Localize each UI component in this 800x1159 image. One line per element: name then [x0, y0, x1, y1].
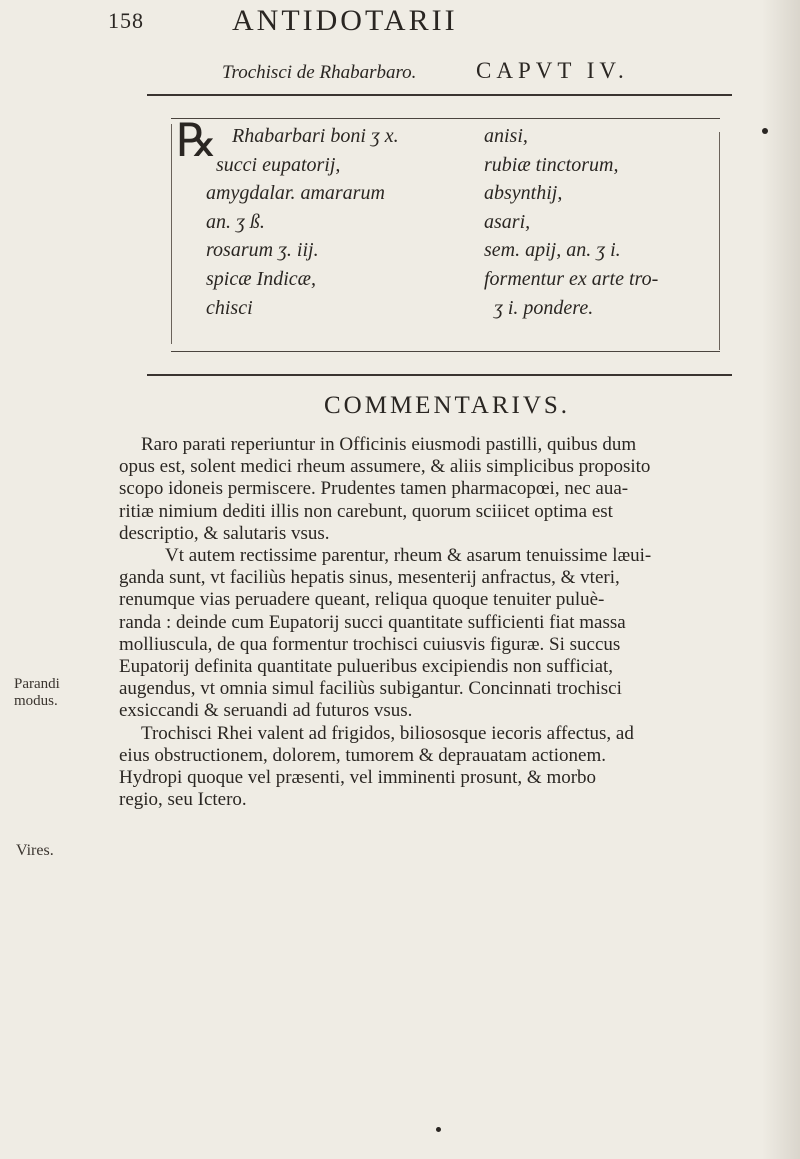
text-line: renumque vias peruadere queant, reliqua quoque tenuiter puluè- — [119, 589, 605, 611]
frame-rule-bottom — [171, 351, 720, 352]
ingredient-line: rubiæ tinctorum, — [484, 153, 619, 176]
text-line: scopo idoneis permiscere. Prudentes tamen pharmacopœi, nec aua- — [119, 478, 629, 500]
frame-rule-right — [719, 132, 720, 350]
page-edge-shadow — [762, 0, 800, 1159]
text-line: Hydropi quoque vel præsenti, vel imminenti prosunt, & morbo — [119, 767, 597, 789]
text-line: eius obstructionem, dolorem, tumorem & deprauatam actionem. — [119, 744, 607, 766]
ingredient-line: spicæ Indicæ, — [206, 267, 316, 290]
text-line: Vt autem rectissime parentur, rheum & asarum tenuissime læui- — [165, 545, 652, 567]
text-line: Raro parati reperiuntur in Officinis eiusmodi pastilli, quibus dum — [141, 434, 637, 455]
ingredient-line: sem. apij, an. ʒ i. — [484, 239, 621, 262]
ingredient-line: amygdalar. amararum — [206, 182, 385, 205]
frame-rule-left — [171, 124, 172, 344]
ingredient-line: asari, — [484, 210, 531, 233]
recipe-symbol: ℞ — [176, 115, 218, 166]
recipe-ingredients-right — [484, 122, 658, 322]
ink-speck — [762, 128, 768, 134]
recipe-ingredients-left — [206, 122, 399, 322]
chapter-number: CAPVT IV. — [476, 58, 629, 83]
ingredient-line: Rhabarbari boni ʒ x. — [232, 125, 399, 147]
text-line: augendus, vt omnia simul faciliùs subigantur. Concinnati trochisci — [119, 678, 622, 700]
text-line: descriptio, & salutaris vsus. — [119, 522, 330, 544]
text-line: molliuscula, de qua formentur trochisci cuiusvis figuræ. Si succus — [119, 633, 621, 655]
text-line: Trochisci Rhei valent ad frigidos, biliososque iecoris affectus, ad — [141, 722, 634, 744]
text-line: exsiccandi & seruandi ad futuros vsus. — [119, 700, 413, 722]
text-line: randa : deinde cum Eupatorij succi quantitate sufficienti fiat massa — [119, 611, 626, 633]
text-line: ritiæ nimium dediti illis non carebunt, quorum sciiicet optima est — [119, 500, 613, 522]
text-line: opus est, solent medici rheum assumere, & aliis simplicibus proposito — [119, 456, 651, 478]
ingredient-line: ʒ i. pondere. — [494, 296, 594, 319]
chapter-subtitle: Trochisci de Rhabarbaro. — [222, 62, 417, 83]
commentary-heading: COMMENTARIVS. — [324, 392, 571, 419]
text-line: Eupatorij definita quantitate pulueribus excipiendis non sufficiat, — [119, 656, 614, 678]
ingredient-line: succi eupatorij, — [216, 153, 341, 176]
ingredient-line: anisi, — [484, 125, 528, 147]
ingredient-line: formentur ex arte tro- — [484, 267, 659, 290]
ingredient-line: an. ʒ ß. — [206, 210, 265, 233]
commentary-body — [119, 434, 759, 811]
ingredient-line: rosarum ʒ. iij. — [206, 239, 319, 262]
margin-note-preparation: Parandi modus. — [14, 676, 60, 709]
ingredient-line: chisci — [206, 296, 253, 319]
frame-rule-top — [171, 118, 720, 119]
ink-speck — [436, 1127, 441, 1132]
ingredient-line: absynthij, — [484, 182, 563, 205]
margin-note-virtues: Vires. — [16, 842, 54, 859]
running-title: ANTIDOTARII — [232, 4, 458, 37]
text-line: regio, seu Ictero. — [119, 789, 247, 811]
text-line: ganda sunt, vt faciliùs hepatis sinus, mesenterij anfractus, & vteri, — [119, 567, 620, 589]
page-number: 158 — [108, 8, 144, 33]
